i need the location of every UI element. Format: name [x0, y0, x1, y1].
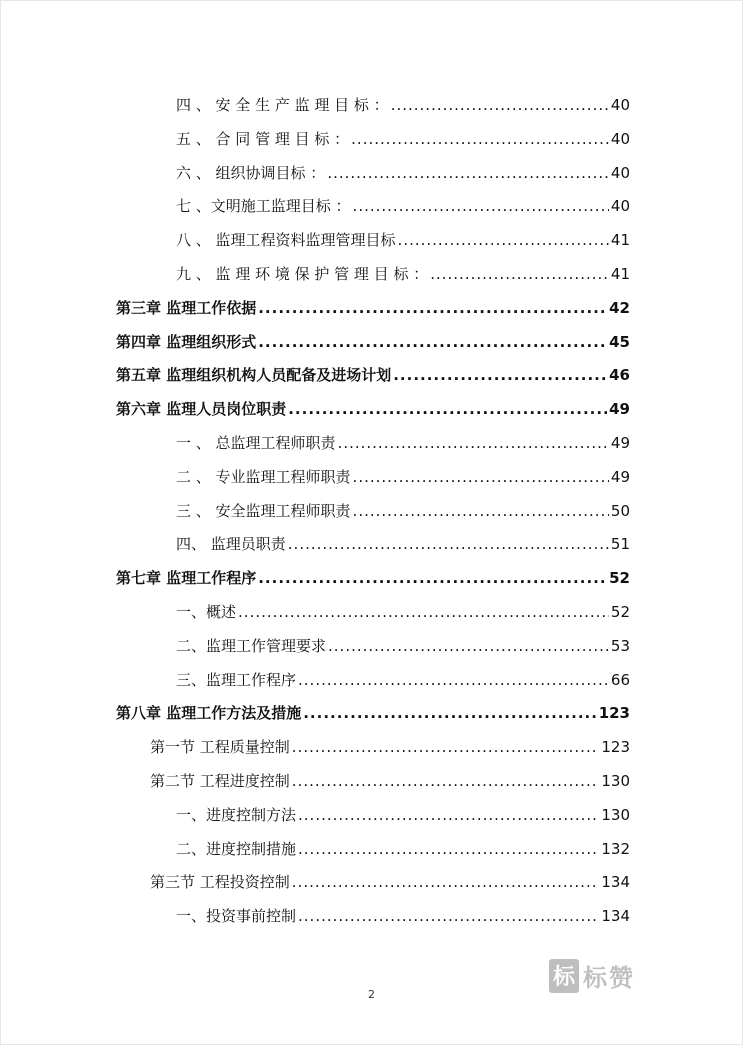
toc-entry-page: 66 [610, 670, 630, 689]
toc-entry-title: 第五章 监理组织机构人员配备及进场计划 [116, 366, 392, 385]
toc-dot-leader [298, 663, 609, 697]
toc-entry[interactable] [150, 730, 630, 764]
toc-entry[interactable] [176, 527, 630, 561]
toc-entry-title: 三、监理工作程序 [176, 670, 297, 689]
toc-entry-title: 第四章 监理组织形式 [116, 332, 257, 351]
toc-entry[interactable] [116, 325, 630, 359]
toc-entry-page: 41 [610, 231, 630, 250]
toc-dot-leader [288, 392, 607, 426]
toc-entry[interactable] [176, 899, 630, 933]
toc-dot-leader [353, 494, 609, 528]
toc-entry-title: 二 、 专业监理工程师职责 [176, 467, 351, 486]
toc-entry-page: 51 [610, 535, 630, 554]
toc-entry-page: 40 [610, 163, 630, 182]
toc-entry-title: 二、进度控制措施 [176, 839, 297, 858]
toc-entry-title: 第六章 监理人员岗位职责 [116, 400, 287, 419]
toc-entry-title: 二、监理工作管理要求 [176, 636, 327, 655]
toc-dot-leader [288, 527, 609, 561]
toc-entry-title: 第七章 监理工作程序 [116, 569, 257, 588]
watermark [549, 958, 635, 993]
toc-entry-page: 40 [610, 129, 630, 148]
toc-entry-page: 132 [601, 839, 630, 858]
toc-entry-title: 第三章 监理工作依据 [116, 298, 257, 317]
toc-entry-page: 40 [610, 96, 630, 114]
toc-entry[interactable] [176, 189, 630, 223]
toc-entry-title: 七 、文明施工监理目标 ： [176, 197, 351, 216]
toc-entry[interactable] [176, 156, 630, 190]
page-number: 2 [368, 988, 375, 1001]
toc-entry-page: 49 [610, 434, 630, 452]
toc-dot-leader [298, 798, 599, 832]
toc-entry[interactable] [176, 223, 630, 257]
toc-entry[interactable] [176, 122, 630, 156]
toc-dot-leader [338, 426, 609, 460]
toc-entry[interactable] [176, 494, 630, 528]
toc-entry[interactable] [176, 88, 630, 122]
toc-entry-title: 九 、 监 理 环 境 保 护 管 理 目 标 ： [176, 265, 429, 283]
toc-entry-page: 41 [610, 265, 630, 283]
toc-entry-page: 53 [610, 636, 630, 655]
toc-entry[interactable] [116, 358, 630, 392]
watermark-logo-icon: 标 [549, 959, 579, 993]
toc-entry-title: 第三节 工程投资控制 [150, 873, 290, 892]
toc-entry-page: 134 [601, 873, 630, 892]
toc-entry-page: 123 [601, 738, 630, 757]
toc-dot-leader [292, 764, 600, 798]
toc-dot-leader [351, 122, 609, 156]
toc-entry[interactable] [116, 561, 630, 595]
toc-entry-page: 45 [609, 332, 630, 351]
toc-entry-title: 第二节 工程进度控制 [150, 772, 290, 790]
toc-entry[interactable] [176, 663, 630, 697]
toc-entry[interactable] [176, 798, 630, 832]
toc-dot-leader [298, 899, 599, 933]
toc-entry-page: 52 [610, 603, 630, 621]
watermark-text: 标赞 [583, 964, 635, 992]
toc-entry[interactable] [176, 257, 630, 291]
toc-entry-title: 四 、 安 全 生 产 监 理 目 标 ： [176, 96, 389, 114]
toc-entry-page: 130 [601, 805, 630, 824]
toc-dot-leader [353, 189, 609, 223]
toc-dot-leader [328, 629, 609, 663]
toc-entry[interactable] [176, 426, 630, 460]
toc-dot-leader [393, 358, 607, 392]
toc-entry-title: 第一节 工程质量控制 [150, 738, 290, 757]
toc-entry-title: 六 、 组织协调目标 ： [176, 163, 326, 182]
toc-entry[interactable] [176, 595, 630, 629]
toc-dot-leader [327, 156, 609, 190]
toc-entry-page: 134 [601, 907, 630, 926]
toc-entry-page: 40 [610, 197, 630, 216]
toc-entry[interactable] [150, 865, 630, 899]
toc-dot-leader [292, 865, 600, 899]
toc-entry-page: 52 [609, 569, 630, 588]
toc-entry-title: 一、进度控制方法 [176, 805, 297, 824]
toc-entry-title: 四、 监理员职责 [176, 535, 286, 554]
toc-entry[interactable] [150, 764, 630, 798]
toc-dot-leader [398, 223, 609, 257]
toc-entry-title: 一 、 总监理工程师职责 [176, 434, 336, 452]
toc-entry[interactable] [176, 460, 630, 494]
toc-entry-title: 五 、 合 同 管 理 目 标 ： [176, 129, 350, 148]
toc-entry[interactable] [116, 291, 630, 325]
toc-entry-title: 第八章 监理工作方法及措施 [116, 704, 302, 723]
toc-entry-title: 一、投资事前控制 [176, 907, 297, 926]
toc-entry-title: 三 、 安全监理工程师职责 [176, 501, 351, 520]
toc-entry-page: 42 [609, 298, 630, 317]
toc-dot-leader [258, 561, 607, 595]
toc-entry[interactable] [176, 832, 630, 866]
toc-entry[interactable] [116, 696, 630, 730]
toc-entry-page: 50 [610, 501, 630, 520]
toc-dot-leader [258, 291, 607, 325]
toc-dot-leader [353, 460, 609, 494]
toc-entry-page: 46 [609, 366, 630, 385]
toc-dot-leader [238, 595, 609, 629]
toc-entry-page: 130 [601, 772, 630, 790]
toc-entry-page: 49 [610, 467, 630, 486]
toc-dot-leader [391, 88, 609, 122]
toc-entry-title: 一、概述 [176, 603, 237, 621]
toc-dot-leader [303, 696, 596, 730]
toc-dot-leader [430, 257, 609, 291]
toc-entry[interactable] [116, 392, 630, 426]
toc-entry-page: 123 [598, 704, 630, 723]
toc-dot-leader [292, 730, 600, 764]
toc-entry-page: 49 [609, 400, 630, 419]
toc-entry-title: 八 、 监理工程资料监理管理目标 [176, 231, 396, 250]
toc-dot-leader [258, 325, 607, 359]
toc-entry[interactable] [176, 629, 630, 663]
toc-dot-leader [298, 832, 599, 866]
